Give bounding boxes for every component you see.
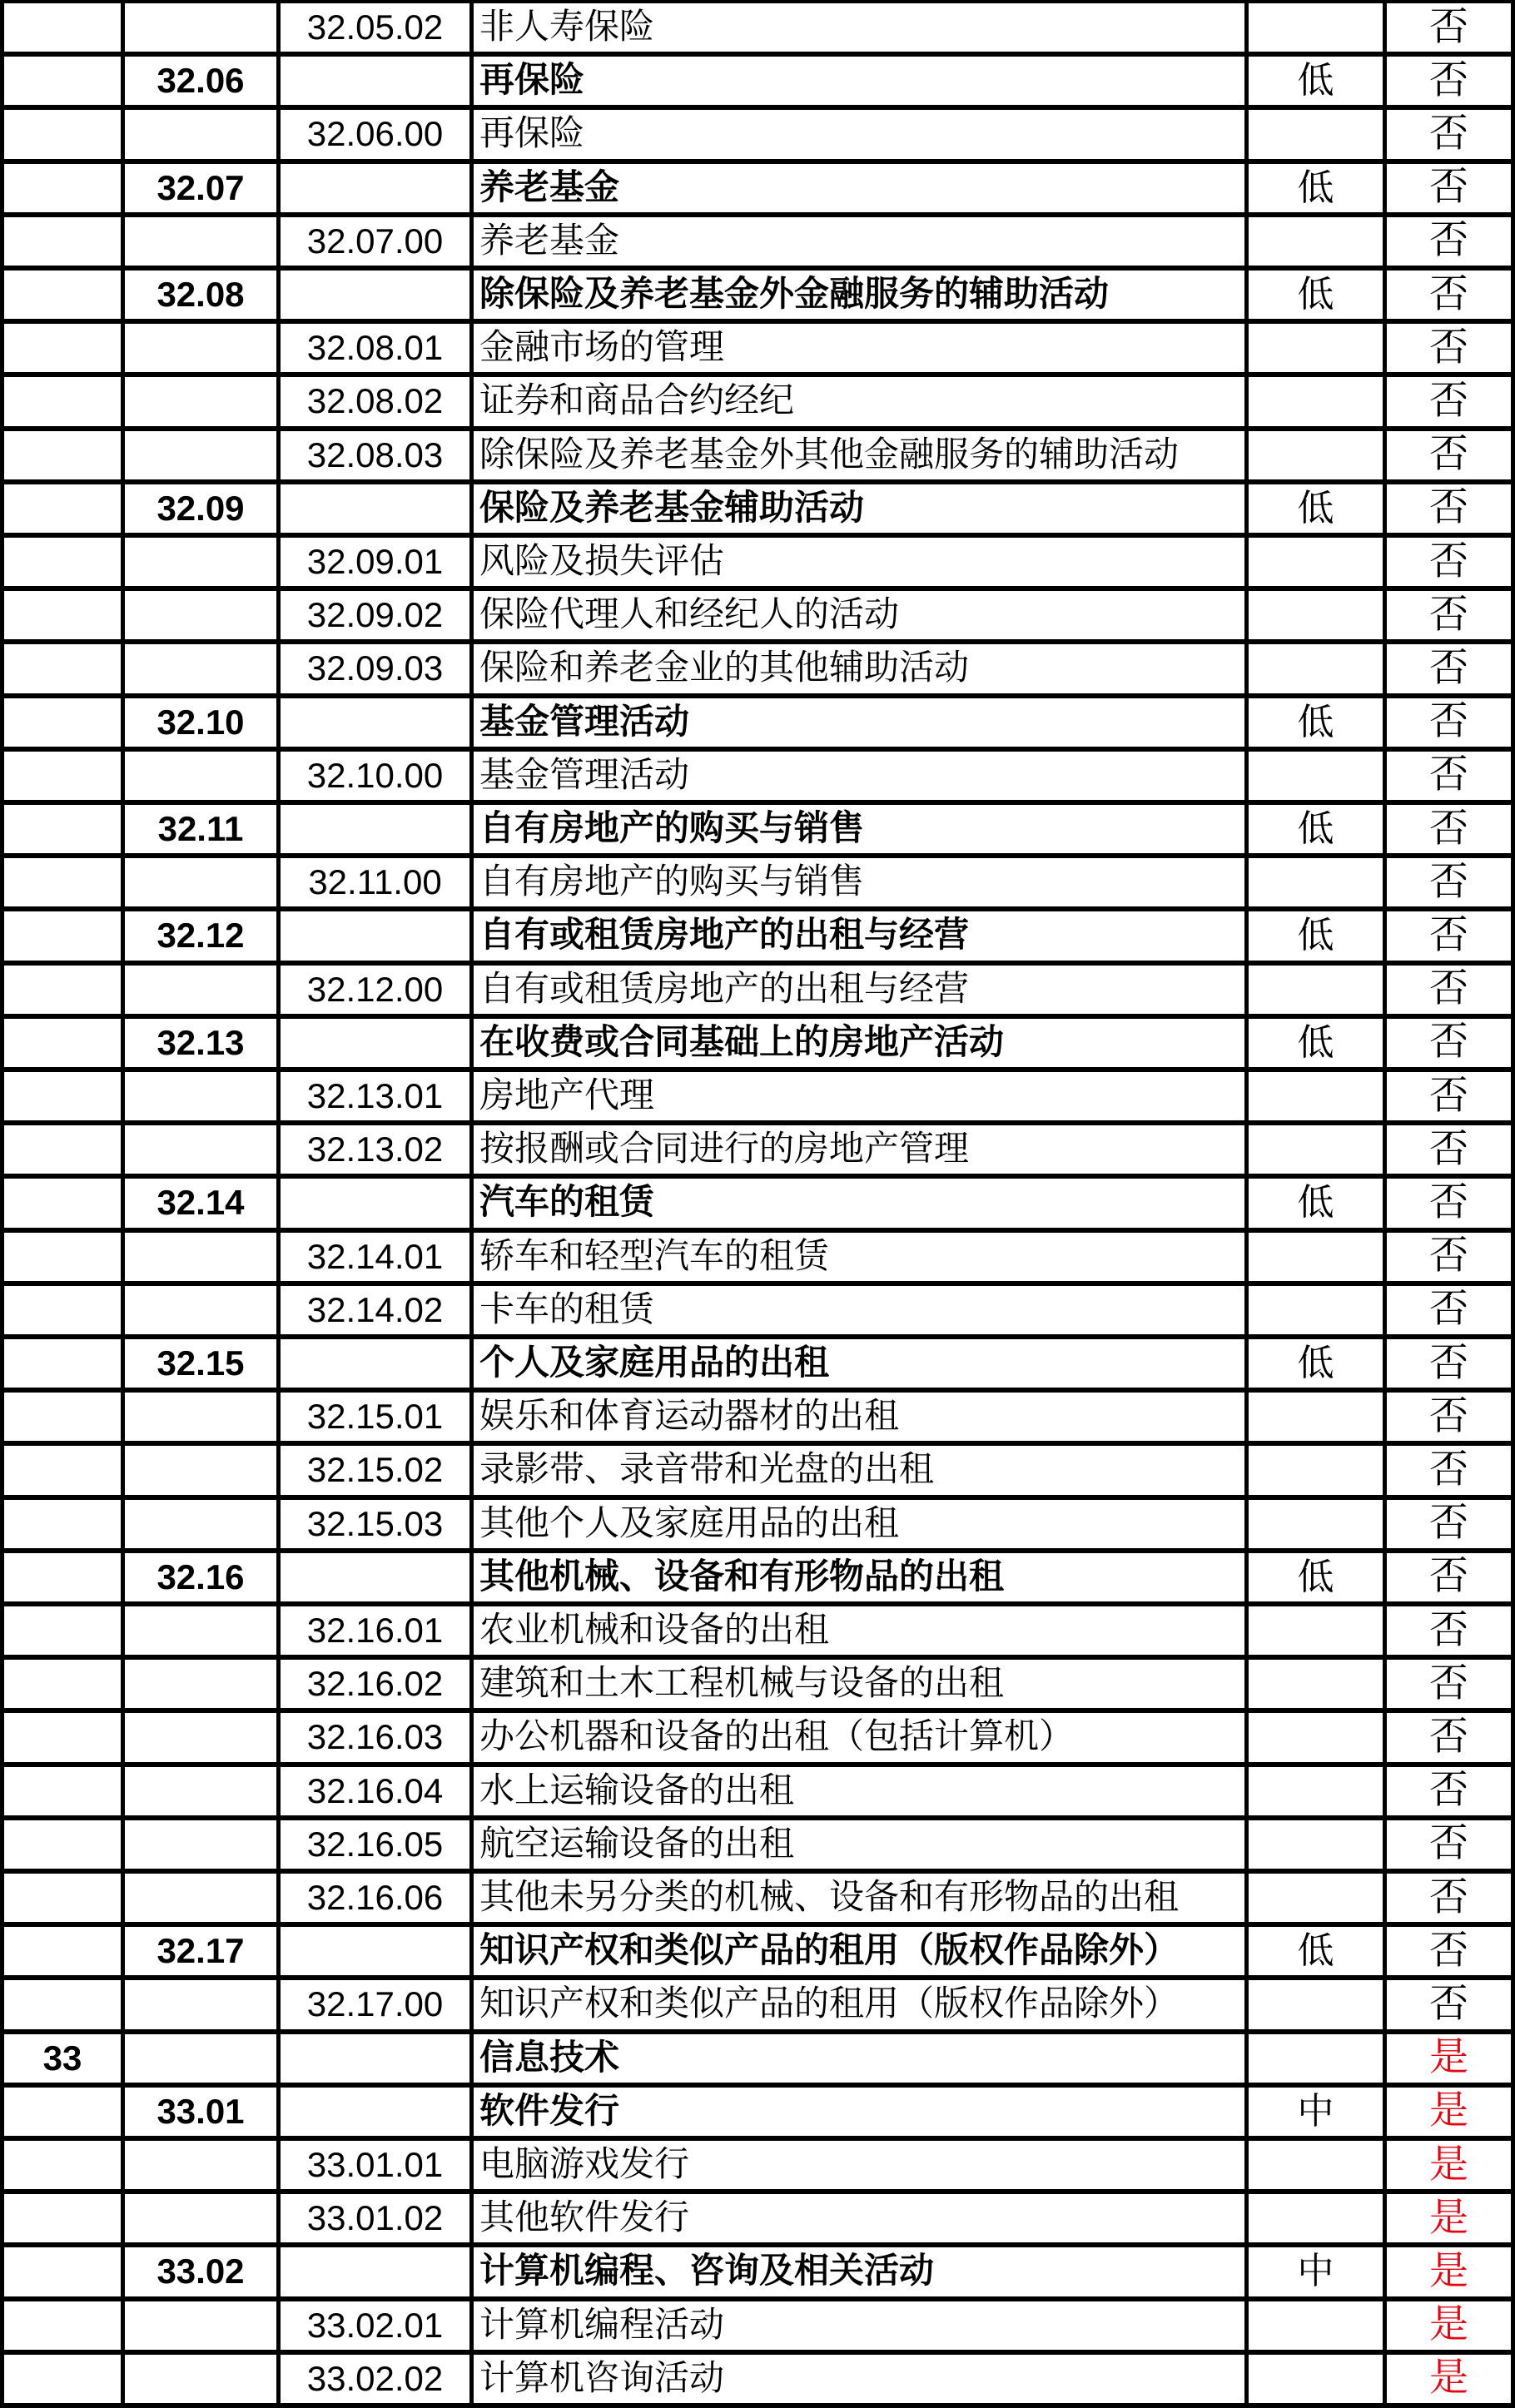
level3-code-cell: 32.15.01 [281, 1393, 474, 1446]
level3-code-cell [281, 2034, 474, 2088]
level3-code-cell: 32.11.00 [281, 858, 474, 911]
level3-code-cell: 33.02.02 [281, 2355, 474, 2408]
description-cell: 软件发行 [474, 2088, 1249, 2141]
description-cell: 航空运输设备的出租 [474, 1820, 1249, 1874]
level3-code-cell [281, 484, 474, 538]
level1-code-cell [0, 1980, 125, 2033]
flag-cell: 否 [1387, 698, 1515, 752]
level1-code-cell [0, 324, 125, 377]
level1-code-cell [0, 164, 125, 217]
level1-code-cell [0, 1713, 125, 1766]
level2-code-cell [125, 644, 281, 698]
level1-code-cell [0, 1820, 125, 1874]
description-cell: 卡车的租赁 [474, 1286, 1249, 1339]
level1-code-cell [0, 1019, 125, 1072]
level2-code-cell [125, 2355, 281, 2408]
risk-level-cell [1249, 2301, 1387, 2355]
level2-code-cell [125, 1606, 281, 1660]
level2-code-cell [125, 2194, 281, 2247]
flag-cell: 是 [1387, 2301, 1515, 2355]
level1-code-cell [0, 2355, 125, 2408]
level2-code-cell: 32.17 [125, 1927, 281, 1980]
level3-code-cell: 32.07.00 [281, 217, 474, 271]
flag-cell: 否 [1387, 858, 1515, 911]
description-cell: 电脑游戏发行 [474, 2141, 1249, 2194]
level3-code-cell [281, 805, 474, 858]
level3-code-cell [281, 1553, 474, 1606]
flag-cell: 否 [1387, 538, 1515, 591]
level1-code-cell [0, 271, 125, 324]
risk-level-cell [1249, 644, 1387, 698]
level1-code-cell [0, 644, 125, 698]
level1-code-cell [0, 2301, 125, 2355]
risk-level-cell [1249, 1233, 1387, 1286]
level1-code-cell [0, 1179, 125, 1232]
level2-code-cell [125, 1393, 281, 1446]
risk-level-cell [1249, 1072, 1387, 1125]
risk-level-cell [1249, 1767, 1387, 1820]
flag-cell: 否 [1387, 57, 1515, 110]
level3-code-cell: 32.08.02 [281, 377, 474, 430]
description-cell: 非人寿保险 [474, 3, 1249, 57]
level1-code-cell [0, 966, 125, 1019]
flag-cell: 否 [1387, 217, 1515, 271]
level2-code-cell: 32.13 [125, 1019, 281, 1072]
level2-code-cell [125, 217, 281, 271]
description-cell: 养老基金 [474, 164, 1249, 217]
level1-code-cell [0, 2194, 125, 2247]
level3-code-cell: 32.13.02 [281, 1125, 474, 1179]
flag-cell: 是 [1387, 2194, 1515, 2247]
level1-code-cell [0, 1767, 125, 1820]
flag-cell: 是 [1387, 2034, 1515, 2088]
level1-code-cell [0, 2247, 125, 2301]
level3-code-cell: 32.16.02 [281, 1660, 474, 1713]
level1-code-cell [0, 1927, 125, 1980]
level3-code-cell: 32.05.02 [281, 3, 474, 57]
flag-cell: 否 [1387, 966, 1515, 1019]
level1-code-cell [0, 1660, 125, 1713]
level3-code-cell: 32.15.03 [281, 1500, 474, 1553]
flag-cell: 是 [1387, 2355, 1515, 2408]
level2-code-cell [125, 2301, 281, 2355]
risk-level-cell [1249, 2141, 1387, 2194]
description-cell: 其他个人及家庭用品的出租 [474, 1500, 1249, 1553]
flag-cell: 否 [1387, 1713, 1515, 1766]
level3-code-cell [281, 164, 474, 217]
risk-level-cell [1249, 2194, 1387, 2247]
level1-code-cell [0, 805, 125, 858]
level1-code-cell [0, 538, 125, 591]
level1-code-cell [0, 1500, 125, 1553]
level2-code-cell [125, 1446, 281, 1499]
level3-code-cell: 32.16.06 [281, 1874, 474, 1927]
level3-code-cell: 32.12.00 [281, 966, 474, 1019]
level1-code-cell [0, 911, 125, 965]
flag-cell: 否 [1387, 1927, 1515, 1980]
description-cell: 基金管理活动 [474, 752, 1249, 805]
level1-code-cell [0, 591, 125, 644]
level3-code-cell: 32.16.03 [281, 1713, 474, 1766]
description-cell: 办公机器和设备的出租（包括计算机） [474, 1713, 1249, 1766]
flag-cell: 否 [1387, 1446, 1515, 1499]
level2-code-cell: 33.01 [125, 2088, 281, 2141]
flag-cell: 否 [1387, 1767, 1515, 1820]
flag-cell: 否 [1387, 1820, 1515, 1874]
risk-level-cell [1249, 538, 1387, 591]
level2-code-cell [125, 591, 281, 644]
level3-code-cell: 32.17.00 [281, 1980, 474, 2033]
level2-code-cell [125, 1713, 281, 1766]
level1-code-cell [0, 110, 125, 163]
flag-cell: 否 [1387, 324, 1515, 377]
risk-level-cell: 低 [1249, 1927, 1387, 1980]
flag-cell: 是 [1387, 2141, 1515, 2194]
level2-code-cell [125, 2034, 281, 2088]
level2-code-cell [125, 1500, 281, 1553]
description-cell: 保险代理人和经纪人的活动 [474, 591, 1249, 644]
level2-code-cell: 32.09 [125, 484, 281, 538]
level1-code-cell [0, 431, 125, 484]
flag-cell: 否 [1387, 1606, 1515, 1660]
level2-code-cell [125, 538, 281, 591]
description-cell: 自有或租赁房地产的出租与经营 [474, 911, 1249, 965]
level1-code-cell [0, 1874, 125, 1927]
level2-code-cell [125, 431, 281, 484]
flag-cell: 否 [1387, 1125, 1515, 1179]
description-cell: 除保险及养老基金外其他金融服务的辅助活动 [474, 431, 1249, 484]
level1-code-cell [0, 217, 125, 271]
flag-cell: 否 [1387, 271, 1515, 324]
risk-level-cell [1249, 217, 1387, 271]
flag-cell: 否 [1387, 644, 1515, 698]
level2-code-cell [125, 966, 281, 1019]
level1-code-cell: 33 [0, 2034, 125, 2088]
risk-level-cell [1249, 324, 1387, 377]
level3-code-cell: 32.06.00 [281, 110, 474, 163]
description-cell: 水上运输设备的出租 [474, 1767, 1249, 1820]
flag-cell: 否 [1387, 591, 1515, 644]
description-cell: 再保险 [474, 110, 1249, 163]
level2-code-cell [125, 1660, 281, 1713]
description-cell: 计算机编程活动 [474, 2301, 1249, 2355]
risk-level-cell: 低 [1249, 698, 1387, 752]
description-cell: 录影带、录音带和光盘的出租 [474, 1446, 1249, 1499]
description-cell: 在收费或合同基础上的房地产活动 [474, 1019, 1249, 1072]
level1-code-cell [0, 698, 125, 752]
level3-code-cell [281, 57, 474, 110]
level2-code-cell [125, 1767, 281, 1820]
level1-code-cell [0, 2141, 125, 2194]
level3-code-cell [281, 1019, 474, 1072]
level3-code-cell [281, 1179, 474, 1232]
flag-cell: 否 [1387, 1553, 1515, 1606]
level2-code-cell [125, 1233, 281, 1286]
risk-level-cell: 低 [1249, 57, 1387, 110]
level2-code-cell: 32.11 [125, 805, 281, 858]
level2-code-cell: 32.14 [125, 1179, 281, 1232]
risk-level-cell: 低 [1249, 271, 1387, 324]
level3-code-cell [281, 1927, 474, 1980]
level1-code-cell [0, 752, 125, 805]
flag-cell: 否 [1387, 911, 1515, 965]
flag-cell: 否 [1387, 377, 1515, 430]
level3-code-cell: 33.01.02 [281, 2194, 474, 2247]
description-cell: 风险及损失评估 [474, 538, 1249, 591]
level2-code-cell: 32.10 [125, 698, 281, 752]
risk-level-cell [1249, 2355, 1387, 2408]
level2-code-cell [125, 752, 281, 805]
risk-level-cell: 中 [1249, 2088, 1387, 2141]
level3-code-cell [281, 911, 474, 965]
description-cell: 农业机械和设备的出租 [474, 1606, 1249, 1660]
flag-cell: 否 [1387, 1660, 1515, 1713]
risk-level-cell [1249, 1500, 1387, 1553]
description-cell: 其他机械、设备和有形物品的出租 [474, 1553, 1249, 1606]
level1-code-cell [0, 57, 125, 110]
risk-level-cell [1249, 591, 1387, 644]
level2-code-cell [125, 110, 281, 163]
risk-level-cell [1249, 1606, 1387, 1660]
level3-code-cell: 32.10.00 [281, 752, 474, 805]
level3-code-cell [281, 271, 474, 324]
level1-code-cell [0, 1606, 125, 1660]
level2-code-cell [125, 1980, 281, 2033]
level2-code-cell [125, 377, 281, 430]
level3-code-cell [281, 1339, 474, 1393]
risk-level-cell: 低 [1249, 1339, 1387, 1393]
description-cell: 信息技术 [474, 2034, 1249, 2088]
description-cell: 其他未另分类的机械、设备和有形物品的出租 [474, 1874, 1249, 1927]
description-cell: 知识产权和类似产品的租用（版权作品除外） [474, 1980, 1249, 2033]
level2-code-cell [125, 3, 281, 57]
level3-code-cell: 32.16.04 [281, 1767, 474, 1820]
level2-code-cell: 32.07 [125, 164, 281, 217]
risk-level-cell [1249, 1980, 1387, 2033]
risk-level-cell: 低 [1249, 805, 1387, 858]
flag-cell: 否 [1387, 1980, 1515, 2033]
risk-level-cell [1249, 1286, 1387, 1339]
description-cell: 保险及养老基金辅助活动 [474, 484, 1249, 538]
flag-cell: 否 [1387, 1019, 1515, 1072]
risk-level-cell [1249, 1393, 1387, 1446]
description-cell: 基金管理活动 [474, 698, 1249, 752]
level2-code-cell [125, 1072, 281, 1125]
risk-level-cell [1249, 110, 1387, 163]
level3-code-cell: 33.02.01 [281, 2301, 474, 2355]
description-cell: 金融市场的管理 [474, 324, 1249, 377]
level3-code-cell: 32.16.05 [281, 1820, 474, 1874]
flag-cell: 否 [1387, 1500, 1515, 1553]
flag-cell: 否 [1387, 484, 1515, 538]
risk-level-cell [1249, 3, 1387, 57]
risk-level-cell: 低 [1249, 164, 1387, 217]
level1-code-cell [0, 1286, 125, 1339]
level1-code-cell [0, 1393, 125, 1446]
description-cell: 再保险 [474, 57, 1249, 110]
level3-code-cell: 32.08.03 [281, 431, 474, 484]
risk-level-cell: 低 [1249, 1553, 1387, 1606]
risk-level-cell [1249, 752, 1387, 805]
description-cell: 证券和商品合约经纪 [474, 377, 1249, 430]
risk-level-cell [1249, 431, 1387, 484]
level1-code-cell [0, 377, 125, 430]
flag-cell: 否 [1387, 431, 1515, 484]
description-cell: 自有或租赁房地产的出租与经营 [474, 966, 1249, 1019]
risk-level-cell [1249, 377, 1387, 430]
flag-cell: 否 [1387, 1393, 1515, 1446]
risk-level-cell [1249, 858, 1387, 911]
risk-level-cell [1249, 1820, 1387, 1874]
level1-code-cell [0, 2088, 125, 2141]
risk-level-cell [1249, 2034, 1387, 2088]
level2-code-cell [125, 858, 281, 911]
level1-code-cell [0, 1339, 125, 1393]
description-cell: 计算机咨询活动 [474, 2355, 1249, 2408]
description-cell: 自有房地产的购买与销售 [474, 805, 1249, 858]
level1-code-cell [0, 1233, 125, 1286]
level2-code-cell: 32.12 [125, 911, 281, 965]
level3-code-cell: 32.15.02 [281, 1446, 474, 1499]
level3-code-cell: 32.16.01 [281, 1606, 474, 1660]
description-cell: 知识产权和类似产品的租用（版权作品除外） [474, 1927, 1249, 1980]
level2-code-cell [125, 1125, 281, 1179]
level1-code-cell [0, 484, 125, 538]
flag-cell: 否 [1387, 1072, 1515, 1125]
flag-cell: 否 [1387, 110, 1515, 163]
level3-code-cell: 32.09.02 [281, 591, 474, 644]
level1-code-cell [0, 3, 125, 57]
level3-code-cell: 32.14.01 [281, 1233, 474, 1286]
risk-level-cell [1249, 1125, 1387, 1179]
flag-cell: 否 [1387, 1874, 1515, 1927]
level2-code-cell: 32.08 [125, 271, 281, 324]
description-cell: 自有房地产的购买与销售 [474, 858, 1249, 911]
description-cell: 个人及家庭用品的出租 [474, 1339, 1249, 1393]
description-cell: 按报酬或合同进行的房地产管理 [474, 1125, 1249, 1179]
flag-cell: 是 [1387, 2247, 1515, 2301]
level2-code-cell: 32.15 [125, 1339, 281, 1393]
flag-cell: 否 [1387, 164, 1515, 217]
flag-cell: 否 [1387, 805, 1515, 858]
flag-cell: 否 [1387, 1233, 1515, 1286]
level1-code-cell [0, 1072, 125, 1125]
level2-code-cell [125, 324, 281, 377]
description-cell: 房地产代理 [474, 1072, 1249, 1125]
description-cell: 保险和养老金业的其他辅助活动 [474, 644, 1249, 698]
level3-code-cell [281, 2247, 474, 2301]
description-cell: 娱乐和体育运动器材的出租 [474, 1393, 1249, 1446]
description-cell: 汽车的租赁 [474, 1179, 1249, 1232]
flag-cell: 否 [1387, 1339, 1515, 1393]
level1-code-cell [0, 1553, 125, 1606]
description-cell: 养老基金 [474, 217, 1249, 271]
level2-code-cell [125, 1874, 281, 1927]
risk-level-cell: 中 [1249, 2247, 1387, 2301]
flag-cell: 否 [1387, 3, 1515, 57]
description-cell: 其他软件发行 [474, 2194, 1249, 2247]
risk-level-cell: 低 [1249, 484, 1387, 538]
level3-code-cell: 32.09.03 [281, 644, 474, 698]
risk-level-cell [1249, 1446, 1387, 1499]
level3-code-cell [281, 698, 474, 752]
level3-code-cell: 32.13.01 [281, 1072, 474, 1125]
level1-code-cell [0, 858, 125, 911]
flag-cell: 否 [1387, 1286, 1515, 1339]
risk-level-cell [1249, 966, 1387, 1019]
level3-code-cell: 33.01.01 [281, 2141, 474, 2194]
risk-level-cell: 低 [1249, 1179, 1387, 1232]
level2-code-cell: 33.02 [125, 2247, 281, 2301]
level2-code-cell [125, 1286, 281, 1339]
level1-code-cell [0, 1446, 125, 1499]
description-cell: 除保险及养老基金外金融服务的辅助活动 [474, 271, 1249, 324]
description-cell: 建筑和土木工程机械与设备的出租 [474, 1660, 1249, 1713]
level3-code-cell: 32.08.01 [281, 324, 474, 377]
flag-cell: 否 [1387, 752, 1515, 805]
level3-code-cell [281, 2088, 474, 2141]
level2-code-cell [125, 1820, 281, 1874]
level3-code-cell: 32.14.02 [281, 1286, 474, 1339]
flag-cell: 是 [1387, 2088, 1515, 2141]
level2-code-cell: 32.06 [125, 57, 281, 110]
level3-code-cell: 32.09.01 [281, 538, 474, 591]
risk-level-cell: 低 [1249, 911, 1387, 965]
description-cell: 计算机编程、咨询及相关活动 [474, 2247, 1249, 2301]
risk-level-cell: 低 [1249, 1019, 1387, 1072]
risk-level-cell [1249, 1660, 1387, 1713]
level1-code-cell [0, 1125, 125, 1179]
level2-code-cell: 32.16 [125, 1553, 281, 1606]
flag-cell: 否 [1387, 1179, 1515, 1232]
risk-level-cell [1249, 1713, 1387, 1766]
level2-code-cell [125, 2141, 281, 2194]
risk-level-cell [1249, 1874, 1387, 1927]
description-cell: 轿车和轻型汽车的租赁 [474, 1233, 1249, 1286]
